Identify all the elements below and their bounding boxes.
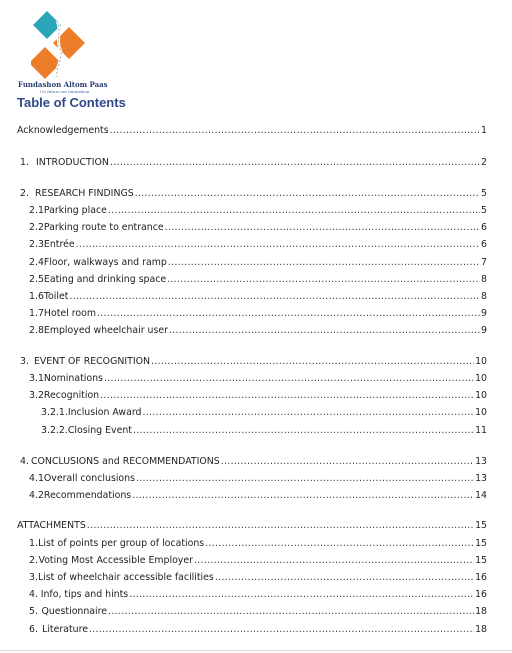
toc-entry-label: List of points per group of locations — [38, 538, 205, 549]
toc-entry-page: 10 — [475, 373, 487, 384]
toc-entry[interactable] — [29, 204, 487, 217]
toc-entry-label: Overall conclusions — [43, 473, 135, 484]
toc-entry-page: 10 — [475, 407, 487, 418]
toc-entry-number: 1.7 — [29, 308, 44, 319]
toc-leader-dots — [108, 605, 474, 618]
toc-entry[interactable] — [41, 406, 487, 419]
toc-leader-dots — [142, 406, 474, 419]
toc-entry-number: 2.3 — [29, 239, 44, 250]
toc-entry-page: 5 — [481, 188, 487, 199]
toc-entry-number: 2.1 — [29, 205, 44, 216]
toc-entry-number: 4. — [20, 456, 29, 467]
toc-leader-dots — [151, 355, 474, 368]
toc-entry-label: Entrée — [43, 239, 75, 250]
toc-entry-page: 16 — [475, 572, 487, 583]
toc-entry-number: 3.1 — [29, 373, 44, 384]
toc-leader-dots — [133, 424, 474, 437]
toc-entry[interactable] — [20, 355, 487, 368]
toc-entry-page: 18 — [475, 606, 487, 617]
toc-entry-number: 2.4 — [29, 257, 44, 268]
toc-entry-page: 6 — [481, 239, 487, 250]
toc-entry-page: 15 — [475, 555, 487, 566]
toc-leader-dots — [135, 187, 480, 200]
toc-leader-dots — [169, 324, 480, 337]
toc-leader-dots — [215, 571, 474, 584]
toc-leader-dots — [108, 204, 480, 217]
toc-entry-number: 3. — [20, 356, 29, 367]
toc-leader-dots — [221, 455, 474, 468]
toc-entry-label: Floor, walkways and ramp — [43, 257, 167, 268]
toc-entry[interactable] — [29, 221, 487, 234]
toc-entry-number: 3.2 — [29, 390, 44, 401]
toc-entry[interactable] — [29, 489, 487, 502]
toc-entry-label: Eating and drinking space — [43, 274, 167, 285]
toc-entry-number: 1.6 — [29, 291, 44, 302]
toc-entry[interactable] — [29, 623, 487, 636]
toc-entry-page: 9 — [481, 308, 487, 319]
toc-leader-dots — [167, 273, 480, 286]
toc-entry-page: 6 — [481, 222, 487, 233]
toc-entry-label: Recommendations — [43, 490, 132, 501]
toc-leader-dots — [132, 489, 474, 502]
toc-entry-page: 7 — [481, 257, 487, 268]
toc-entry-number: 4.1 — [29, 473, 44, 484]
toc-leader-dots — [69, 290, 480, 303]
toc-entry-page: 13 — [475, 456, 487, 467]
toc-entry[interactable] — [29, 238, 487, 251]
toc-entry-label: Acknowledgements — [17, 125, 109, 136]
toc-entry[interactable] — [29, 588, 487, 601]
toc-entry[interactable] — [29, 554, 487, 567]
toc-entry[interactable] — [20, 455, 487, 468]
toc-entry-label: INTRODUCTION — [36, 157, 109, 168]
toc-leader-dots — [104, 372, 474, 385]
toc-entry[interactable] — [29, 273, 487, 286]
toc-entry-number: 4. — [29, 589, 38, 600]
toc-entry-number: 2.5 — [29, 274, 44, 285]
toc-entry[interactable] — [29, 256, 487, 269]
spine-logo-icon — [31, 9, 87, 81]
toc-entry-label: Employed wheelchair user — [43, 325, 168, 336]
toc-entry-page: 10 — [475, 390, 487, 401]
page-bottom-divider — [0, 650, 512, 651]
toc-entry-page: 13 — [475, 473, 487, 484]
toc-leader-dots — [87, 519, 474, 532]
toc-entry-page: 10 — [475, 356, 487, 367]
toc-entry-number: 6. — [29, 624, 38, 635]
toc-leader-dots — [168, 256, 480, 269]
toc-entry-page: 2 — [481, 157, 487, 168]
org-tagline: Un futuro sin limitashon — [40, 89, 90, 94]
toc-leader-dots — [194, 554, 474, 567]
toc-entry-label: CONCLUSIONS and RECOMMENDATIONS — [30, 456, 220, 467]
toc-entry[interactable] — [29, 537, 487, 550]
toc-entry-label: Info, tips and hints — [40, 589, 129, 600]
toc-entry-number: 2.8 — [29, 325, 44, 336]
toc-entry-page: 11 — [475, 425, 487, 436]
toc-leader-dots — [76, 238, 480, 251]
toc-entry[interactable] — [29, 307, 487, 320]
toc-leader-dots — [129, 588, 474, 601]
toc-entry-label: EVENT OF RECOGNITION — [33, 356, 150, 367]
toc-entry-number: 3. — [29, 572, 38, 583]
toc-entry-label: Inclusion Award — [67, 407, 142, 418]
toc-entry-page: 15 — [475, 520, 487, 531]
toc-entry-label: Hotel room — [43, 308, 96, 319]
toc-entry[interactable] — [29, 389, 487, 402]
toc-leader-dots — [110, 156, 480, 169]
toc-entry-number: 2. — [29, 555, 38, 566]
toc-entry-page: 8 — [481, 291, 487, 302]
toc-entry-number: 4.2 — [29, 490, 44, 501]
toc-entry-page: 1 — [481, 125, 487, 136]
toc-leader-dots — [97, 307, 480, 320]
toc-leader-dots — [165, 221, 480, 234]
toc-entry[interactable] — [17, 519, 487, 532]
toc-leader-dots — [205, 537, 474, 550]
org-name: Fundashon Altom Paas — [18, 80, 108, 89]
toc-entry-number: 2. — [20, 188, 29, 199]
toc-leader-dots — [110, 124, 480, 137]
toc-entry[interactable] — [29, 472, 487, 485]
toc-leader-dots — [89, 623, 474, 636]
toc-entry-number: 5. — [29, 606, 38, 617]
toc-entry-page: 15 — [475, 538, 487, 549]
toc-entry-label: Recognition — [43, 390, 100, 401]
toc-entry-label: Parking place — [43, 205, 107, 216]
toc-entry-label: Voting Most Accessible Employer — [38, 555, 193, 566]
toc-entry-page: 18 — [475, 624, 487, 635]
toc-leader-dots — [136, 472, 474, 485]
toc-entry-page: 14 — [475, 490, 487, 501]
toc-entry-number: 2.2 — [29, 222, 44, 233]
toc-entry[interactable] — [17, 124, 487, 137]
toc-entry[interactable] — [41, 424, 487, 437]
toc-entry[interactable] — [20, 156, 487, 169]
toc-entry-label: Questionnaire — [41, 606, 108, 617]
toc-entry-label: ATTACHMENTS — [17, 520, 86, 531]
toc-entry-label: Toilet — [43, 291, 69, 302]
toc-entry-label: Closing Event — [67, 425, 132, 436]
toc-entry-label: Parking route to entrance — [43, 222, 164, 233]
toc-entry-number: 3.2.1. — [41, 407, 68, 418]
toc-entry-label: Literature — [42, 624, 88, 635]
toc-entry-page: 9 — [481, 325, 487, 336]
page-title: Table of Contents — [17, 95, 126, 110]
toc-entry[interactable] — [29, 372, 487, 385]
toc-entry-number: 1. — [29, 538, 38, 549]
toc-entry[interactable] — [29, 605, 487, 618]
toc-entry-label: Nominations — [43, 373, 103, 384]
toc-entry-number: 3.2.2. — [41, 425, 68, 436]
toc-entry-page: 16 — [475, 589, 487, 600]
toc-entry-page: 8 — [481, 274, 487, 285]
toc-entry[interactable] — [20, 187, 487, 200]
toc-entry-label: RESEARCH FINDINGS — [34, 188, 134, 199]
toc-entry[interactable] — [29, 290, 487, 303]
toc-entry-label: List of wheelchair accessible facilities — [37, 572, 214, 583]
toc-entry-page: 5 — [481, 205, 487, 216]
toc-leader-dots — [100, 389, 474, 402]
toc-entry[interactable] — [29, 324, 487, 337]
toc-entry-number: 1. — [20, 157, 29, 168]
toc-entry[interactable] — [29, 571, 487, 584]
